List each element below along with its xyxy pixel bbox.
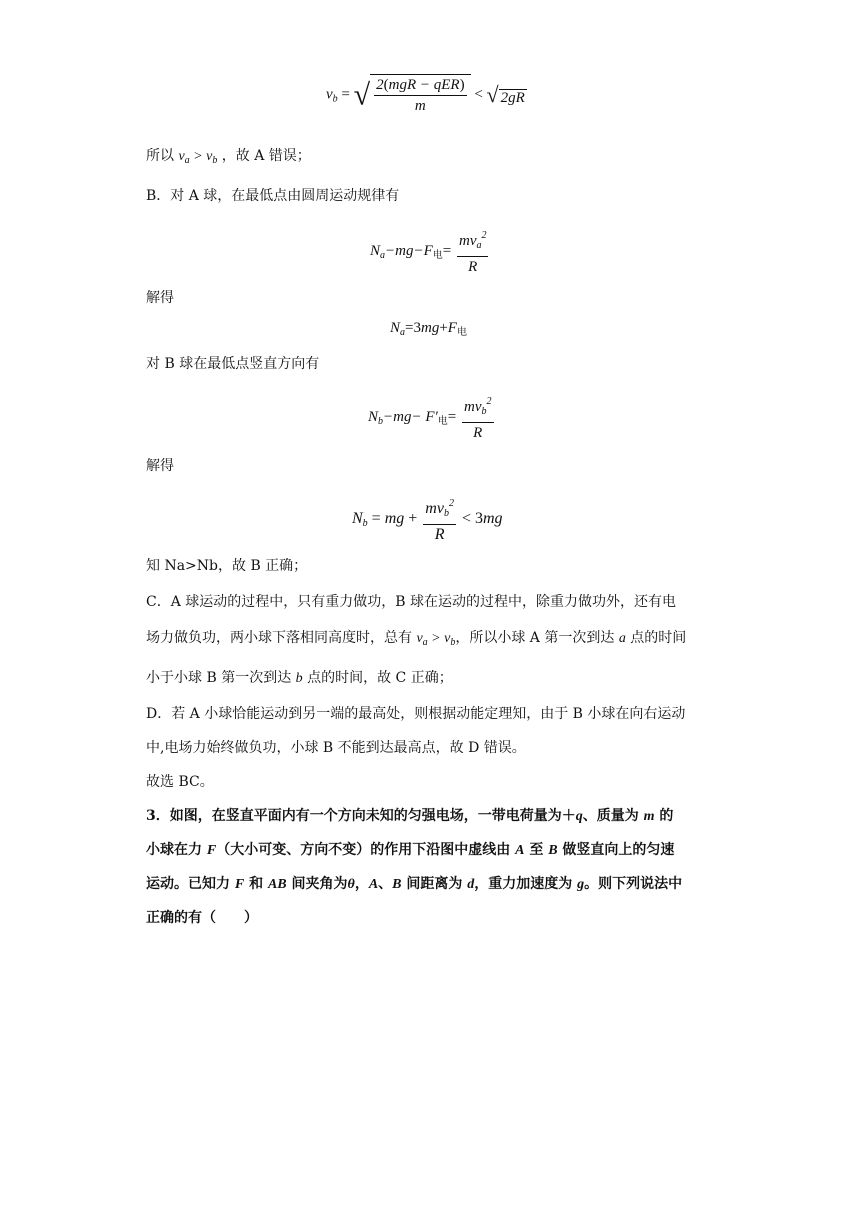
equation-vb: $v_b$ = √ $\frac{\text{2(mgR − qER)}}{m}$ < √ 2gR — [326, 74, 527, 116]
q3-line3: 运动。已知力 F 和 AB 间夹角为θ，A、B 间距离为 d，重力加速度为 g。则下列说法中 — [146, 876, 683, 892]
text-b-ball-intro: 对 B 球在最低点竖直方向有 — [146, 356, 320, 372]
equation-na-circular: $N_a-mg-F_电=$ $\frac{mv_a^2}{R}$ — [370, 226, 490, 277]
text-solve-2: 解得 — [146, 458, 174, 474]
text-so-va-gt-vb: 所以 $v_a > v_b$ ，故 A 错误； — [146, 148, 311, 166]
text-c-line2: 场力做负功，两小球下落相同高度时，总有 $v_a > v_b$，所以小球 A 第一次到达 a 点的时间 — [146, 630, 687, 648]
text-conclusion-b: 知 Na>Nb，故 B 正确； — [146, 558, 308, 574]
text-answer: 故选 BC。 — [146, 774, 214, 790]
text-d-line1: D．若 A 小球恰能运动到另一端的最高处，则根据动能定理知，由于 B 小球在向右运动 — [146, 706, 686, 722]
text-d-line2: 中,电场力始终做负功，小球 B 不能到达最高点，故 D 错误。 — [146, 740, 526, 756]
text-solve-1: 解得 — [146, 290, 174, 306]
text-c-line1: C．A 球运动的过程中，只有重力做功，B 球在运动的过程中，除重力做功外，还有电 — [146, 594, 677, 610]
equation-na-result: $N_a=3mg+F_电$ — [390, 320, 467, 338]
q3-line4: 正确的有（ ） — [146, 910, 258, 926]
q3-line2: 小球在力 F（大小可变、方向不变）的作用下沿图中虚线由 A 至 B 做竖直向上的匀速 — [146, 842, 675, 858]
text-b-intro: B．对 A 球，在最低点由圆周运动规律有 — [146, 188, 400, 204]
equation-nb-vertical: $N_b-mg- F'_电=$ $\frac{mv_b^2}{R}$ — [368, 392, 496, 443]
equation-nb-result: $N_b$ = mg + $\frac{mv_b^2}{R}$ < 3mg — [352, 494, 503, 545]
text-c-line3: 小于小球 B 第一次到达 b 点的时间，故 C 正确； — [146, 670, 453, 686]
q3-line1: 3．如图，在竖直平面内有一个方向未知的匀强电场，一带电荷量为＋q、质量为 m 的 — [146, 808, 674, 824]
